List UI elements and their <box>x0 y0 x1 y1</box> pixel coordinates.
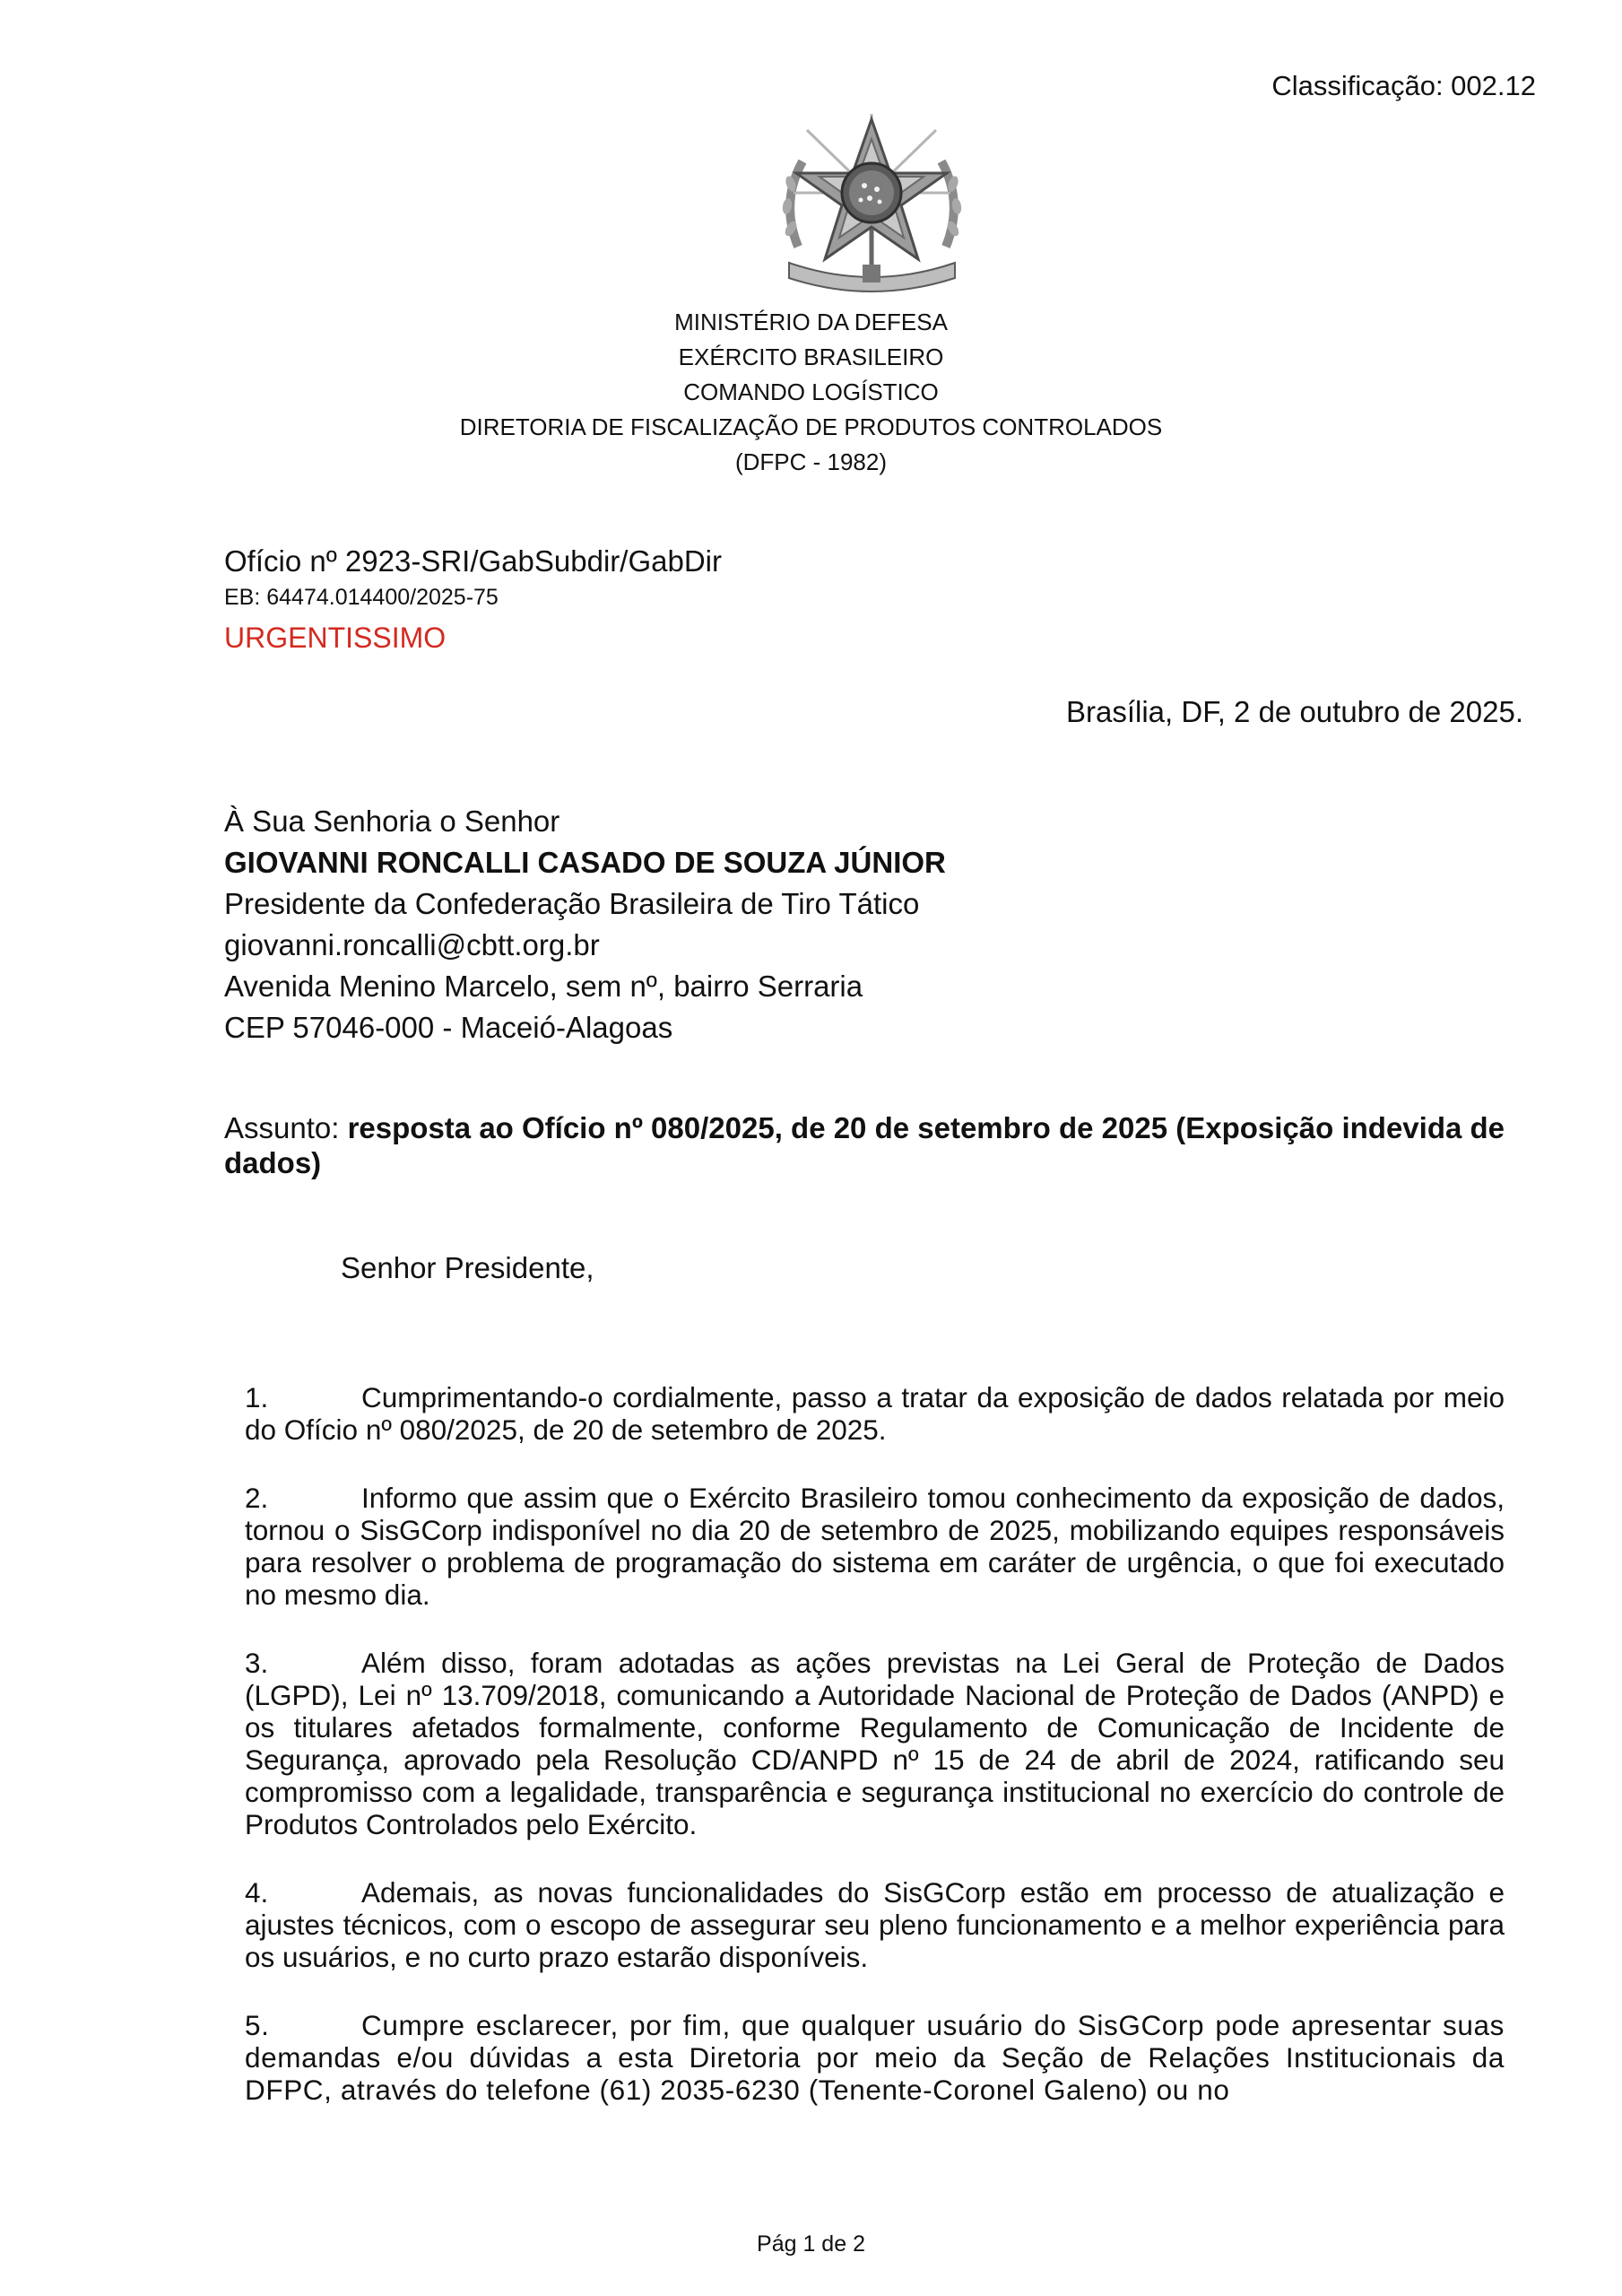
header-line-army: EXÉRCITO BRASILEIRO <box>678 344 944 370</box>
paragraph-text: Além disso, foram adotadas as ações previstas na Lei Geral de Proteção de Dados (LGPD), Lei nº 13.709/2018, comunicando a Autoridade Nacional de Proteção de Dados (ANPD) e os titulares afetados formalmente, conforme Regulamento de Comunicação de Incidente de Segurança, aprovado pela Resolução CD/ANPD nº 15 de 24 de abril de 2024, ratificando seu compromisso com a legalidade, transparência e segurança institucional no exercício do controle de Produtos Controlados pelo Exército. <box>245 1647 1505 1840</box>
addressee-block <box>224 801 946 1048</box>
paragraph-number: 1. <box>245 1381 269 1413</box>
priority-label: URGENTISSIMO <box>224 622 447 654</box>
subject-text: resposta ao Ofício nº 080/2025, de 20 de setembro de 2025 (Exposição indevida de dados) <box>224 1111 1505 1179</box>
paragraph-text: Informo que assim que o Exército Brasileiro tomou conhecimento da exposição de dados, tornou o SisGCorp indisponível no dia 20 de setembro de 2025, mobilizando equipes responsáveis para resolver o problema de programação do sistema em caráter de urgência, o que foi executado no mesmo dia. <box>245 1482 1505 1611</box>
classification-code: Classificação: 002.12 <box>1271 70 1536 101</box>
eb-protocol: EB: 64474.014400/2025-75 <box>224 585 499 610</box>
salutation: Senhor Presidente, <box>341 1251 594 1284</box>
paragraph-text: Cumpre esclarecer, por fim, que qualquer usuário do SisGCorp pode apresentar suas demandas e/ou dúvidas a esta Diretoria por meio da Seção de Relações Institucionais da DFPC, através do telefone (61) 2035-6230 (Tenente-Coronel Galeno) ou no <box>245 2009 1505 2106</box>
addressee-role: Presidente da Confederação Brasileira de Tiro Tático <box>224 887 920 920</box>
paragraph-text: Cumprimentando-o cordialmente, passo a tratar da exposição de dados relatada por meio do Ofício nº 080/2025, de 20 de setembro de 2025. <box>245 1381 1505 1446</box>
place-date: Brasília, DF, 2 de outubro de 2025. <box>1066 695 1523 728</box>
header-line-ministry: MINISTÉRIO DA DEFESA <box>674 309 948 335</box>
oficio-number: Ofício nº 2923-SRI/GabSubdir/GabDir <box>224 544 722 578</box>
paragraph-1 <box>245 1381 1505 1446</box>
header-line-command: COMANDO LOGÍSTICO <box>683 378 939 405</box>
header-line-directorate: DIRETORIA DE FISCALIZAÇÃO DE PRODUTOS CONTROLADOS <box>459 413 1163 440</box>
paragraph-number: 4. <box>245 1876 269 1909</box>
addressee-address: Avenida Menino Marcelo, sem nº, bairro Serraria <box>224 970 863 1003</box>
institution-header <box>0 305 1622 480</box>
subject-label: Assunto: <box>224 1111 340 1144</box>
brazil-coat-of-arms-icon <box>771 112 973 296</box>
letter-body <box>245 1381 1505 2142</box>
paragraph-number: 5. <box>245 2009 270 2041</box>
paragraph-number: 2. <box>245 1482 269 1514</box>
header-line-acronym: (DFPC - 1982) <box>734 448 888 475</box>
paragraph-text: Ademais, as novas funcionalidades do SisGCorp estão em processo de atualização e ajustes técnicos, com o escopo de assegurar seu pleno funcionamento e a melhor experiência para os usuários, e no curto prazo estarão disponíveis. <box>245 1876 1505 1973</box>
paragraph-3 <box>245 1647 1505 1840</box>
paragraph-number: 3. <box>245 1647 269 1679</box>
addressee-email: giovanni.roncalli@cbtt.org.br <box>224 928 600 961</box>
paragraph-2 <box>245 1482 1505 1611</box>
page-number: Pág 1 de 2 <box>757 2231 865 2257</box>
addressee-cep: CEP 57046-000 - Maceió-Alagoas <box>224 1011 673 1044</box>
paragraph-4 <box>245 1876 1505 1973</box>
addressee-treatment: À Sua Senhoria o Senhor <box>224 804 560 838</box>
subject-line <box>224 1110 1524 1180</box>
paragraph-5 <box>245 2009 1505 2106</box>
addressee-name: GIOVANNI RONCALLI CASADO DE SOUZA JÚNIOR <box>224 846 946 879</box>
